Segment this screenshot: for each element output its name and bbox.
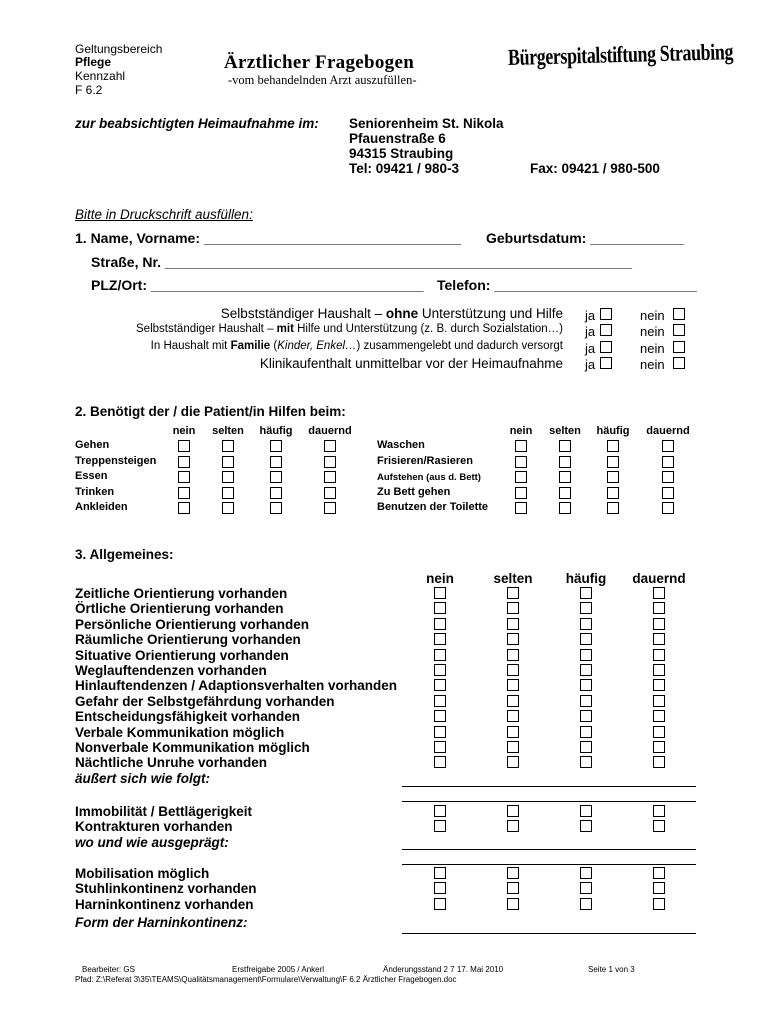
assessment-checkbox[interactable] <box>507 618 519 630</box>
nein-checkbox[interactable] <box>673 324 685 336</box>
column-header: nein <box>172 425 196 437</box>
footer-revision: Änderungsstand 2 7 17. Mai 2010 <box>383 965 504 974</box>
assessment-checkbox[interactable] <box>580 820 592 832</box>
help-checkbox[interactable] <box>270 487 282 499</box>
ja-checkbox[interactable] <box>600 341 612 353</box>
ja-label: ja <box>585 341 596 356</box>
assessment-checkbox[interactable] <box>580 664 592 676</box>
help-checkbox[interactable] <box>178 456 190 468</box>
footer-editor: Bearbeiter: GS <box>82 965 135 974</box>
assessment-item: Situative Orientierung vorhanden <box>75 647 289 663</box>
footer-release: Erstfreigabe 2005 / Ankerl <box>232 965 325 974</box>
assessment-checkbox[interactable] <box>507 679 519 691</box>
facility-street: Pfauenstraße 6 <box>349 131 446 146</box>
help-item: Trinken <box>75 486 115 498</box>
assessment-checkbox[interactable] <box>507 756 519 768</box>
assessment-checkbox[interactable] <box>580 882 592 894</box>
assessment-checkbox[interactable] <box>434 618 446 630</box>
help-checkbox[interactable] <box>515 440 527 452</box>
help-checkbox[interactable] <box>559 456 571 468</box>
help-checkbox[interactable] <box>324 502 336 514</box>
help-checkbox[interactable] <box>270 471 282 483</box>
ja-checkbox[interactable] <box>600 324 612 336</box>
assessment-checkbox[interactable] <box>653 664 665 676</box>
assessment-checkbox[interactable] <box>653 882 665 894</box>
assessment-checkbox[interactable] <box>434 710 446 722</box>
help-checkbox[interactable] <box>607 456 619 468</box>
assessment-checkbox[interactable] <box>507 898 519 910</box>
note-label: wo und wie ausgeprägt: <box>75 835 229 850</box>
help-checkbox[interactable] <box>515 502 527 514</box>
help-checkbox[interactable] <box>662 440 674 452</box>
help-item: Essen <box>75 470 108 482</box>
assessment-checkbox[interactable] <box>580 695 592 707</box>
help-checkbox[interactable] <box>662 502 674 514</box>
assessment-checkbox[interactable] <box>434 664 446 676</box>
assessment-checkbox[interactable] <box>653 618 665 630</box>
column-header: häufig <box>565 571 607 586</box>
help-checkbox[interactable] <box>178 502 190 514</box>
household-row-3: In Haushalt mit Familie (Kinder, Enkel…) zusammengelebt und dadurch versorgt <box>150 340 563 352</box>
help-checkbox[interactable] <box>662 471 674 483</box>
ja-checkbox[interactable] <box>600 308 612 320</box>
column-header: nein <box>509 425 533 437</box>
name-field[interactable]: 1. Name, Vorname: _________________________________ <box>75 230 461 246</box>
assessment-checkbox[interactable] <box>434 602 446 614</box>
help-checkbox[interactable] <box>222 456 234 468</box>
help-item: Zu Bett gehen <box>377 486 451 498</box>
note-line[interactable] <box>402 849 696 850</box>
assessment-checkbox[interactable] <box>580 756 592 768</box>
assessment-checkbox[interactable] <box>653 587 665 599</box>
ja-label: ja <box>585 308 596 323</box>
assessment-checkbox[interactable] <box>434 679 446 691</box>
help-checkbox[interactable] <box>662 456 674 468</box>
help-checkbox[interactable] <box>607 487 619 499</box>
intake-label: zur beabsichtigten Heimaufnahme im: <box>75 116 319 131</box>
household-row-4: Klinikaufenthalt unmittelbar vor der Heimaufnahme <box>259 356 563 371</box>
column-header: dauernd <box>308 425 352 437</box>
column-header: dauernd <box>632 571 686 586</box>
assessment-checkbox[interactable] <box>653 805 665 817</box>
nein-label: nein <box>640 308 665 323</box>
assessment-checkbox[interactable] <box>580 805 592 817</box>
help-checkbox[interactable] <box>270 456 282 468</box>
plz-field[interactable]: PLZ/Ort: ___________________________________ <box>91 277 424 293</box>
assessment-checkbox[interactable] <box>653 756 665 768</box>
assessment-checkbox[interactable] <box>653 633 665 645</box>
assessment-checkbox[interactable] <box>580 726 592 738</box>
assessment-item: Entscheidungsfähigkeit vorhanden <box>75 709 301 725</box>
nein-checkbox[interactable] <box>673 357 685 369</box>
assessment-checkbox[interactable] <box>580 587 592 599</box>
ja-label: ja <box>585 357 596 372</box>
help-checkbox[interactable] <box>515 471 527 483</box>
help-checkbox[interactable] <box>607 440 619 452</box>
assessment-item: Weglauftendenzen vorhanden <box>75 663 267 678</box>
help-checkbox[interactable] <box>178 487 190 499</box>
ja-label: ja <box>585 324 596 339</box>
household-row-2: Selbstständiger Haushalt – mit Hilfe und Unterstützung (z. B. durch Sozialstation…) <box>136 323 563 335</box>
assessment-checkbox[interactable] <box>580 898 592 910</box>
assessment-checkbox[interactable] <box>434 726 446 738</box>
assessment-checkbox[interactable] <box>653 820 665 832</box>
scope-label: Geltungsbereich <box>75 42 163 56</box>
help-checkbox[interactable] <box>222 440 234 452</box>
assessment-checkbox[interactable] <box>434 882 446 894</box>
assessment-checkbox[interactable] <box>507 633 519 645</box>
section3-title: 3. Allgemeines: <box>75 547 174 562</box>
assessment-checkbox[interactable] <box>507 867 519 879</box>
facility-tel: Tel: 09421 / 980-3 <box>349 161 460 176</box>
page-title: Ärztlicher Fragebogen <box>224 52 415 73</box>
assessment-checkbox[interactable] <box>434 587 446 599</box>
help-checkbox[interactable] <box>222 487 234 499</box>
assessment-item: Räumliche Orientierung vorhanden <box>75 632 301 648</box>
note-line[interactable] <box>402 786 696 787</box>
help-checkbox[interactable] <box>324 440 336 452</box>
facility-name: Seniorenheim St. Nikola <box>349 116 504 131</box>
phone-field[interactable]: Telefon: __________________________ <box>437 277 697 293</box>
assessment-checkbox[interactable] <box>434 649 446 661</box>
help-checkbox[interactable] <box>515 456 527 468</box>
nein-checkbox[interactable] <box>673 341 685 353</box>
assessment-item: Harninkontinenz vorhanden <box>75 896 254 912</box>
brand-logo: Bürgerspitalstiftung Straubing <box>507 39 734 70</box>
assessment-checkbox[interactable] <box>434 820 446 832</box>
nein-label: nein <box>640 357 665 372</box>
assessment-checkbox[interactable] <box>507 741 519 753</box>
column-header: dauernd <box>646 425 690 437</box>
help-checkbox[interactable] <box>515 487 527 499</box>
column-header: häufig <box>259 425 293 437</box>
help-item: Waschen <box>377 439 425 451</box>
help-checkbox[interactable] <box>607 471 619 483</box>
column-header: selten <box>493 571 533 586</box>
assessment-checkbox[interactable] <box>653 741 665 753</box>
assessment-checkbox[interactable] <box>653 602 665 614</box>
column-header: selten <box>549 425 581 437</box>
ja-checkbox[interactable] <box>600 357 612 369</box>
assessment-item: Gefahr der Selbstgefährdung vorhanden <box>75 693 335 709</box>
help-item: Frisieren/Rasieren <box>377 455 473 467</box>
assessment-item: Immobilität / Bettlägerigkeit <box>75 804 253 819</box>
assessment-checkbox[interactable] <box>434 695 446 707</box>
section2-title: 2. Benötigt der / die Patient/in Hilfen beim: <box>75 404 346 419</box>
code-value: F 6.2 <box>75 83 103 97</box>
assessment-item: Persönliche Orientierung vorhanden <box>75 616 310 632</box>
help-checkbox[interactable] <box>178 471 190 483</box>
assessment-item: Hinlauftendenzen / Adaptionsverhalten vorhanden <box>75 678 398 694</box>
street-field[interactable]: Straße, Nr. ____________________________________________________________ <box>91 254 633 270</box>
facility-fax: Fax: 09421 / 980-500 <box>530 161 660 176</box>
assessment-checkbox[interactable] <box>580 602 592 614</box>
note-line[interactable] <box>402 864 696 865</box>
help-checkbox[interactable] <box>607 502 619 514</box>
help-checkbox[interactable] <box>270 502 282 514</box>
assessment-checkbox[interactable] <box>653 898 665 910</box>
assessment-checkbox[interactable] <box>507 726 519 738</box>
assessment-checkbox[interactable] <box>434 741 446 753</box>
assessment-checkbox[interactable] <box>653 726 665 738</box>
assessment-checkbox[interactable] <box>507 664 519 676</box>
assessment-checkbox[interactable] <box>507 882 519 894</box>
help-item: Gehen <box>75 439 110 451</box>
page-subtitle: -vom behandelnden Arzt auszufüllen- <box>228 73 417 87</box>
code-label: Kennzahl <box>75 69 126 83</box>
nein-label: nein <box>640 324 665 339</box>
help-checkbox[interactable] <box>222 502 234 514</box>
help-item: Treppensteigen <box>75 455 157 467</box>
assessment-checkbox[interactable] <box>580 649 592 661</box>
assessment-item: Verbale Kommunikation möglich <box>75 724 285 740</box>
help-checkbox[interactable] <box>662 487 674 499</box>
nein-label: nein <box>640 341 665 356</box>
assessment-checkbox[interactable] <box>580 710 592 722</box>
scope-value: Pflege <box>75 55 112 69</box>
help-checkbox[interactable] <box>324 471 336 483</box>
help-checkbox[interactable] <box>324 487 336 499</box>
assessment-checkbox[interactable] <box>434 805 446 817</box>
help-item: Ankleiden <box>75 501 128 513</box>
nein-checkbox[interactable] <box>673 308 685 320</box>
help-item: Aufstehen (aus d. Bett) <box>377 472 481 483</box>
assessment-checkbox[interactable] <box>434 756 446 768</box>
note-line[interactable] <box>402 801 696 802</box>
assessment-checkbox[interactable] <box>434 898 446 910</box>
assessment-checkbox[interactable] <box>653 695 665 707</box>
column-header: selten <box>212 425 244 437</box>
help-checkbox[interactable] <box>270 440 282 452</box>
assessment-checkbox[interactable] <box>653 679 665 691</box>
help-checkbox[interactable] <box>324 456 336 468</box>
assessment-item: Kontrakturen vorhanden <box>75 819 233 835</box>
column-header: häufig <box>596 425 630 437</box>
assessment-checkbox[interactable] <box>580 741 592 753</box>
assessment-checkbox[interactable] <box>580 679 592 691</box>
assessment-checkbox[interactable] <box>507 602 519 614</box>
help-checkbox[interactable] <box>559 471 571 483</box>
note-label: Form der Harninkontinenz: <box>75 915 248 930</box>
dob-field[interactable]: Geburtsdatum: ____________ <box>486 230 684 246</box>
assessment-checkbox[interactable] <box>434 633 446 645</box>
assessment-checkbox[interactable] <box>580 867 592 879</box>
help-checkbox[interactable] <box>178 440 190 452</box>
help-checkbox[interactable] <box>222 471 234 483</box>
help-item: Benutzen der Toilette <box>377 501 489 513</box>
help-checkbox[interactable] <box>559 502 571 514</box>
assessment-item: Örtliche Orientierung vorhanden <box>75 601 284 617</box>
footer-page: Seite 1 von 3 <box>588 965 635 974</box>
assessment-checkbox[interactable] <box>507 695 519 707</box>
instruction: Bitte in Druckschrift ausfüllen: <box>75 207 253 222</box>
assessment-checkbox[interactable] <box>507 649 519 661</box>
assessment-checkbox[interactable] <box>580 633 592 645</box>
assessment-checkbox[interactable] <box>507 587 519 599</box>
assessment-checkbox[interactable] <box>580 618 592 630</box>
assessment-checkbox[interactable] <box>507 820 519 832</box>
household-row-1: Selbstständiger Haushalt – ohne Unterstützung und Hilfe <box>220 306 563 321</box>
assessment-item: Mobilisation möglich <box>75 866 210 881</box>
assessment-checkbox[interactable] <box>653 649 665 661</box>
note-label: äußert sich wie folgt: <box>75 771 211 786</box>
assessment-item: Stuhlinkontinenz vorhanden <box>75 881 257 897</box>
assessment-checkbox[interactable] <box>653 867 665 879</box>
help-checkbox[interactable] <box>559 487 571 499</box>
help-checkbox[interactable] <box>559 440 571 452</box>
assessment-item: Nächtliche Unruhe vorhanden <box>75 755 268 771</box>
column-header: nein <box>426 571 454 586</box>
assessment-checkbox[interactable] <box>507 710 519 722</box>
note-line[interactable] <box>402 933 696 934</box>
assessment-checkbox[interactable] <box>434 867 446 879</box>
footer-path: Pfad: Z:\Referat 3\35\TEAMS\Qualitätsmanagement\Formulare\Verwaltung\F 6.2 Ärztlicher Fragebogen.doc <box>75 975 457 984</box>
facility-city: 94315 Straubing <box>349 146 454 161</box>
assessment-checkbox[interactable] <box>507 805 519 817</box>
assessment-checkbox[interactable] <box>653 710 665 722</box>
assessment-item: Zeitliche Orientierung vorhanden <box>75 586 288 601</box>
assessment-item: Nonverbale Kommunikation möglich <box>75 740 310 755</box>
